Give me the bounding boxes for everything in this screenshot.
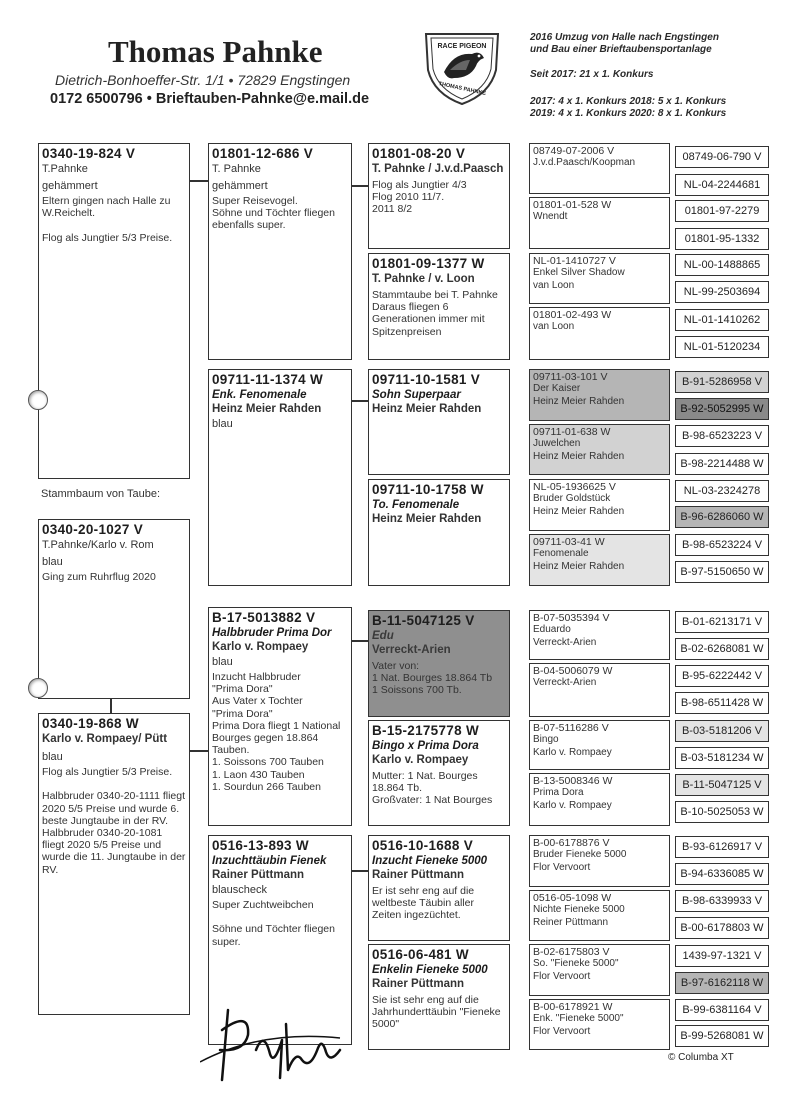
gg-parent-29[interactable]: 1439-97-1321 V: [675, 945, 769, 967]
grandparent-2[interactable]: [368, 253, 510, 360]
gg-line-2: Fenomenale: [533, 548, 589, 560]
gg-line-2: J.v.d.Paasch/Koopman: [533, 157, 636, 169]
great-grandparent-11[interactable]: [529, 720, 670, 770]
breeder: Karlo v. Rompaey: [372, 754, 469, 766]
description: Stammtaube bei T. Pahnke Daraus fliegen 6 Generationen immer mit Spitzenpreisen: [372, 289, 498, 338]
breeder: Karlo v. Rompaey/ Pütt: [42, 733, 168, 745]
gg-line-2: Bingo: [533, 734, 559, 746]
breeder: Karlo v. Rompaey: [212, 641, 309, 653]
connector: [352, 870, 368, 872]
gg-parent-12[interactable]: B-98-2214488 W: [675, 453, 769, 475]
breeder: T. Pahnke: [212, 163, 261, 175]
ring-number: 08749-07-2006 V: [533, 145, 615, 157]
ring-number: 09711-01-638 W: [533, 426, 611, 438]
great-grandparent-5[interactable]: [529, 369, 670, 421]
gg-parent-14[interactable]: B-96-6286060 W: [675, 506, 769, 528]
gg-line-3: Reiner Püttmann: [533, 916, 609, 928]
pedigree-caption: Stammbaum von Taube:: [41, 488, 161, 500]
ring-number: B-02-6175803 V: [533, 946, 610, 958]
history-line-5: 2019: 4 x 1. Konkurs 2020: 8 x 1. Konkurs: [530, 108, 727, 119]
description: Mutter: 1 Nat. Bourges 18.864 Tb. Großvater: 1 Nat Bourges: [372, 770, 493, 807]
pigeon-name: Sohn Superpaar: [372, 389, 461, 401]
color: blau: [212, 656, 233, 668]
connector: [110, 699, 112, 713]
software-credit: © Columba XT: [668, 1052, 734, 1063]
ring-number: NL-05-1936625 V: [533, 481, 616, 493]
ring-number: 01801-09-1377 W: [372, 256, 485, 271]
gg-parent-20[interactable]: B-98-6511428 W: [675, 692, 769, 714]
gg-parent-4[interactable]: 01801-95-1332: [675, 228, 769, 250]
great-grandparent-7[interactable]: [529, 479, 670, 531]
ring-number: 09711-10-1581 V: [372, 372, 481, 387]
gg-parent-26[interactable]: B-94-6336085 W: [675, 863, 769, 885]
gg-line-2: Bruder Goldstück: [533, 493, 611, 505]
ring-number: 01801-01-528 W: [533, 199, 612, 211]
gg-line-3: Flor Vervoort: [533, 861, 591, 873]
great-grandparent-9[interactable]: [529, 610, 670, 660]
owner-address: Dietrich-Bonhoeffer-Str. 1/1 • 72829 Engstingen: [55, 72, 351, 88]
ring-number: 0340-19-824 V: [42, 146, 136, 161]
color: gehämmert: [212, 180, 268, 192]
gg-line-2: Verreckt-Arien: [533, 677, 597, 689]
gg-line-2: Enkel Silver Shadow: [533, 267, 625, 279]
description: Er ist sehr eng auf die weltbeste Täubin aller Zeiten ingezüchtet.: [372, 885, 475, 922]
gg-parent-15[interactable]: B-98-6523224 V: [675, 534, 769, 556]
pigeon-name: To. Fenomenale: [372, 499, 460, 511]
great-grandparent-10[interactable]: [529, 663, 670, 717]
ring-number: B-15-2175778 W: [372, 723, 480, 738]
logo-top-text: RACE PIGEON: [437, 43, 487, 50]
gg-line-3: Heinz Meier Rahden: [533, 395, 625, 407]
ring-number: B-07-5116286 V: [533, 722, 609, 734]
signature: [200, 990, 360, 1090]
ring-number: B-00-6178876 V: [533, 837, 610, 849]
ring-number: B-17-5013882 V: [212, 610, 316, 625]
gg-line-3: Karlo v. Rompaey: [533, 746, 612, 758]
ring-number: B-07-5035394 V: [533, 612, 610, 624]
gg-line-3: Heinz Meier Rahden: [533, 560, 625, 572]
gg-parent-30[interactable]: B-97-6162118 W: [675, 972, 769, 994]
gg-line-2: So. "Fieneke 5000": [533, 958, 619, 970]
ring-number: B-13-5008346 W: [533, 775, 613, 787]
ring-number: 0516-13-893 W: [212, 838, 309, 853]
owner-name: Thomas Pahnke: [108, 34, 323, 69]
grandparent-6[interactable]: [368, 720, 510, 826]
description: Inzucht Halbbruder "Prima Dora" Aus Vater x Tochter "Prima Dora" Prima Dora fliegt 1 National Bourges gegen 18.864 Tauben. 1. Soissons 700 Tauben 1. Laon 430 Tauben 1. Sourdun 266 Tauben: [212, 671, 341, 793]
ring-number: 0516-10-1688 V: [372, 838, 474, 853]
ring-number: 09711-11-1374 W: [212, 372, 324, 387]
ring-number: 01801-02-493 W: [533, 309, 612, 321]
parent-1[interactable]: [208, 143, 352, 360]
history-line-1: 2016 Umzug von Halle nach Engstingen: [530, 32, 719, 43]
subject-pigeon-1[interactable]: [38, 143, 190, 479]
great-grandparent-15[interactable]: [529, 944, 670, 996]
breeder: T. Pahnke / J.v.d.Paasch: [372, 163, 504, 175]
connector: [352, 185, 368, 187]
gg-parent-6[interactable]: NL-99-2503694: [675, 281, 769, 303]
logo-bottom-text: THOMAS PAHNKE: [438, 81, 487, 97]
pigeon-name: Inzucht Fieneke 5000: [372, 855, 488, 867]
gg-parent-1[interactable]: 08749-06-790 V: [675, 146, 769, 168]
gg-parent-7[interactable]: NL-01-1410262: [675, 309, 769, 331]
gg-line-3: Flor Vervoort: [533, 970, 591, 982]
gg-line-2: van Loon: [533, 321, 575, 333]
description: Super Reisevogel. Söhne und Töchter fliegen ebenfalls super.: [212, 195, 335, 232]
grandparent-8[interactable]: [368, 944, 510, 1050]
grandparent-5[interactable]: [368, 610, 510, 717]
ring-number: B-04-5006079 W: [533, 665, 613, 677]
breeder: T.Pahnke: [42, 163, 88, 175]
gg-parent-10[interactable]: B-92-5052995 W: [675, 398, 769, 420]
parent-2[interactable]: [208, 369, 352, 586]
gg-parent-22[interactable]: B-03-5181234 W: [675, 747, 769, 769]
gg-parent-23[interactable]: B-11-5047125 V: [675, 774, 769, 796]
color: blau: [212, 418, 233, 430]
subject-pigeon-2[interactable]: [38, 519, 190, 699]
ring-number: B-00-6178921 W: [533, 1001, 613, 1013]
great-grandparent-2[interactable]: [529, 197, 670, 249]
connector: [352, 400, 368, 402]
ring-number: 01801-12-686 V: [212, 146, 314, 161]
punch-hole: [28, 678, 48, 698]
breeder: T.Pahnke/Karlo v. Rom: [42, 539, 154, 551]
gg-line-2: Bruder Fieneke 5000: [533, 849, 627, 861]
description: Sie ist sehr eng auf die Jahrhunderttäubin "Fieneke 5000": [372, 994, 501, 1031]
description: Super Zuchtweibchen Söhne und Töchter fliegen super.: [212, 899, 335, 948]
ring-number: 09711-03-101 V: [533, 371, 608, 383]
history-line-4: 2017: 4 x 1. Konkurs 2018: 5 x 1. Konkurs: [530, 96, 727, 107]
pigeon-name: Bingo x Prima Dora: [372, 740, 479, 752]
gg-line-2: Der Kaiser: [533, 383, 581, 395]
ring-number: 09711-10-1758 W: [372, 482, 484, 497]
pigeon-name: Enkelin Fieneke 5000: [372, 964, 488, 976]
grandparent-7[interactable]: [368, 835, 510, 941]
gg-parent-3[interactable]: 01801-97-2279: [675, 200, 769, 222]
gg-line-2: Enk. "Fieneke 5000": [533, 1013, 624, 1025]
gg-line-2: Nichte Fieneke 5000: [533, 904, 625, 916]
gg-parent-27[interactable]: B-98-6339933 V: [675, 890, 769, 912]
gg-parent-25[interactable]: B-93-6126917 V: [675, 836, 769, 858]
gg-parent-28[interactable]: B-00-6178803 W: [675, 917, 769, 939]
description: Eltern gingen nach Halle zu W.Reichelt. Flog als Jungtier 5/3 Preise.: [42, 195, 173, 244]
gg-parent-24[interactable]: B-10-5025053 W: [675, 801, 769, 823]
subject-pigeon-3[interactable]: [38, 713, 190, 1015]
connector: [352, 640, 368, 642]
great-grandparent-4[interactable]: [529, 307, 670, 360]
breeder: Rainer Püttmann: [372, 869, 465, 881]
great-grandparent-14[interactable]: [529, 890, 670, 941]
gg-parent-31[interactable]: B-99-6381164 V: [675, 999, 769, 1021]
gg-line-2: Prima Dora: [533, 787, 584, 799]
description: Flog als Jungtier 4/3 Flog 2010 11/7. 2011 8/2: [372, 179, 467, 216]
gg-parent-11[interactable]: B-98-6523223 V: [675, 425, 769, 447]
ring-number: 0340-19-868 W: [42, 716, 139, 731]
great-grandparent-13[interactable]: [529, 835, 670, 887]
gg-line-3: Karlo v. Rompaey: [533, 799, 612, 811]
gg-parent-16[interactable]: B-97-5150650 W: [675, 561, 769, 583]
pigeon-name: Edu: [372, 630, 394, 642]
pigeon-name: Halbbruder Prima Dor: [212, 627, 332, 639]
grandparent-3[interactable]: [368, 369, 510, 475]
great-grandparent-12[interactable]: [529, 773, 670, 826]
ring-number: 09711-03-41 W: [533, 536, 605, 548]
pigeon-name: Enk. Fenomenale: [212, 389, 307, 401]
grandparent-4[interactable]: [368, 479, 510, 586]
color: gehämmert: [42, 180, 98, 192]
description: Vater von: 1 Nat. Bourges 18.864 Tb 1 Soissons 700 Tb.: [372, 660, 493, 697]
breeder: Heinz Meier Rahden: [212, 403, 322, 415]
owner-contact: 0172 6500796 • Brieftauben-Pahnke@e.mail.de: [50, 91, 370, 107]
breeder: Rainer Püttmann: [372, 978, 465, 990]
gg-parent-8[interactable]: NL-01-5120234: [675, 336, 769, 358]
gg-line-2: Wnendt: [533, 211, 568, 223]
gg-parent-2[interactable]: NL-04-2244681: [675, 174, 769, 196]
gg-line-2: Eduardo: [533, 624, 571, 636]
grandparent-1[interactable]: [368, 143, 510, 249]
history-line-2: und Bau einer Brieftaubensportanlage: [530, 44, 712, 55]
ring-number: 0340-20-1027 V: [42, 522, 144, 537]
gg-line-3: Verreckt-Arien: [533, 636, 597, 648]
breeder: Rainer Püttmann: [212, 869, 305, 881]
gg-line-3: van Loon: [533, 279, 575, 291]
pigeon-name: Inzuchttäubin Fienek: [212, 855, 327, 867]
punch-hole: [28, 390, 48, 410]
great-grandparent-1[interactable]: [529, 143, 670, 194]
breeder: Heinz Meier Rahden: [372, 403, 482, 415]
description: Ging zum Ruhrflug 2020: [42, 571, 156, 583]
great-grandparent-3[interactable]: [529, 253, 670, 304]
gg-parent-9[interactable]: B-91-5286958 V: [675, 371, 769, 393]
gg-parent-32[interactable]: B-99-5268081 W: [675, 1025, 769, 1047]
great-grandparent-16[interactable]: [529, 999, 670, 1050]
gg-line-3: Heinz Meier Rahden: [533, 450, 625, 462]
breeder: T. Pahnke / v. Loon: [372, 273, 475, 285]
connector: [190, 750, 208, 752]
ring-number: 0516-06-481 W: [372, 947, 469, 962]
ring-number: 01801-08-20 V: [372, 146, 466, 161]
gg-parent-5[interactable]: NL-00-1488865: [675, 254, 769, 276]
gg-parent-21[interactable]: B-03-5181206 V: [675, 720, 769, 742]
race-pigeon-logo: [420, 30, 504, 106]
history-line-3: Seit 2017: 21 x 1. Konkurs: [530, 69, 654, 80]
color: blauscheck: [212, 884, 268, 896]
ring-number: B-11-5047125 V: [372, 613, 475, 628]
breeder: Verreckt-Arien: [372, 644, 451, 656]
gg-parent-13[interactable]: NL-03-2324278: [675, 480, 769, 502]
breeder: Heinz Meier Rahden: [372, 513, 482, 525]
gg-parent-19[interactable]: B-95-6222442 V: [675, 665, 769, 687]
connector: [190, 180, 208, 182]
gg-parent-18[interactable]: B-02-6268081 W: [675, 638, 769, 660]
color: blau: [42, 751, 63, 763]
gg-line-2: Juwelchen: [533, 438, 581, 450]
gg-line-3: Flor Vervoort: [533, 1025, 591, 1037]
color: blau: [42, 556, 63, 568]
great-grandparent-6[interactable]: [529, 424, 670, 475]
description: Flog als Jungtier 5/3 Preise. Halbbruder 0340-20-1111 fliegt 2020 5/5 Preise und wurde 6. beste Jungtaube in der RV. Halbbruder 0340-20-1081 fliegt 2020 5/5 Preise und wurde die 11. Jungtaube in der RV.: [42, 766, 186, 876]
great-grandparent-8[interactable]: [529, 534, 670, 586]
ring-number: 0516-05-1098 W: [533, 892, 612, 904]
parent-3[interactable]: [208, 607, 352, 826]
gg-parent-17[interactable]: B-01-6213171 V: [675, 611, 769, 633]
gg-line-3: Heinz Meier Rahden: [533, 505, 625, 517]
ring-number: NL-01-1410727 V: [533, 255, 616, 267]
